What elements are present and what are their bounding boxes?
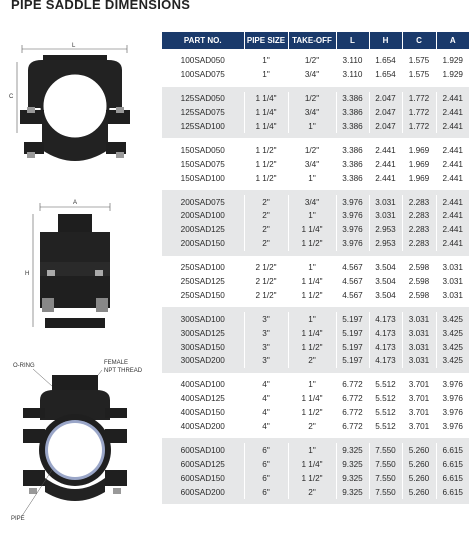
cell-h: 2.047	[369, 106, 402, 120]
cell-part-no: 150SAD050	[162, 143, 244, 157]
cell-a: 1.929	[436, 54, 469, 68]
cell-pipe-size: 2 1/2"	[244, 275, 288, 289]
cell-pipe-size: 2"	[244, 195, 288, 209]
spacer-cell	[162, 499, 469, 504]
cell-part-no: 400SAD200	[162, 420, 244, 434]
cell-l: 6.772	[336, 378, 369, 392]
cell-a: 6.615	[436, 485, 469, 499]
npt-thread-label: NPT THREAD	[104, 368, 143, 374]
cell-pipe-size: 4"	[244, 420, 288, 434]
table-row	[162, 157, 469, 171]
cell-pipe-size: 3"	[244, 326, 288, 340]
table-row	[162, 68, 469, 82]
cell-pipe-size: 6"	[244, 471, 288, 485]
cell-part-no: 150SAD075	[162, 157, 244, 171]
cell-part-no: 600SAD200	[162, 485, 244, 499]
table-row	[162, 209, 469, 223]
cell-take-off: 1"	[288, 209, 336, 223]
cell-a: 6.615	[436, 457, 469, 471]
cell-c: 3.031	[402, 354, 436, 368]
cell-pipe-size: 2 1/2"	[244, 288, 288, 302]
cell-h: 7.550	[369, 443, 402, 457]
cell-take-off: 1 1/4"	[288, 275, 336, 289]
cell-a: 3.976	[436, 406, 469, 420]
cell-a: 3.976	[436, 378, 469, 392]
cell-h: 7.550	[369, 457, 402, 471]
cell-a: 3.031	[436, 288, 469, 302]
cell-a: 2.441	[436, 106, 469, 120]
cell-c: 1.772	[402, 106, 436, 120]
cell-l: 9.325	[336, 443, 369, 457]
table-row	[162, 261, 469, 275]
cell-part-no: 100SAD075	[162, 68, 244, 82]
cell-pipe-size: 2"	[244, 223, 288, 237]
cell-pipe-size: 6"	[244, 443, 288, 457]
cell-take-off: 1/2"	[288, 92, 336, 106]
table-row	[162, 92, 469, 106]
table-row	[162, 171, 469, 185]
cell-pipe-size: 1 1/4"	[244, 106, 288, 120]
cell-l: 4.567	[336, 261, 369, 275]
cell-h: 4.173	[369, 326, 402, 340]
cell-l: 3.976	[336, 223, 369, 237]
cell-c: 5.260	[402, 485, 436, 499]
cell-pipe-size: 2 1/2"	[244, 261, 288, 275]
col-header-pipe-size: PIPE SIZE	[244, 32, 288, 49]
cell-part-no: 125SAD100	[162, 120, 244, 134]
cell-l: 6.772	[336, 420, 369, 434]
cell-c: 3.031	[402, 312, 436, 326]
cell-part-no: 125SAD050	[162, 92, 244, 106]
table-row	[162, 54, 469, 68]
cell-part-no: 150SAD100	[162, 171, 244, 185]
cell-pipe-size: 1"	[244, 68, 288, 82]
cell-h: 2.953	[369, 223, 402, 237]
cell-a: 3.976	[436, 392, 469, 406]
cell-take-off: 1 1/2"	[288, 471, 336, 485]
cell-a: 6.615	[436, 471, 469, 485]
cell-l: 4.567	[336, 275, 369, 289]
table-row	[162, 288, 469, 302]
cell-part-no: 600SAD125	[162, 457, 244, 471]
cell-part-no: 300SAD150	[162, 340, 244, 354]
cell-take-off: 1 1/4"	[288, 392, 336, 406]
cell-l: 3.110	[336, 54, 369, 68]
cell-l: 3.386	[336, 106, 369, 120]
col-header-part-no: PART NO.	[162, 32, 244, 49]
cell-part-no: 100SAD050	[162, 54, 244, 68]
cell-h: 2.441	[369, 143, 402, 157]
cell-l: 3.976	[336, 195, 369, 209]
cell-take-off: 1 1/4"	[288, 223, 336, 237]
cell-part-no: 300SAD125	[162, 326, 244, 340]
front-view-drawing	[9, 43, 130, 161]
cell-take-off: 3/4"	[288, 157, 336, 171]
cell-part-no: 200SAD100	[162, 209, 244, 223]
cell-h: 4.173	[369, 354, 402, 368]
cell-h: 2.047	[369, 120, 402, 134]
cell-h: 3.031	[369, 209, 402, 223]
cell-take-off: 1 1/2"	[288, 288, 336, 302]
cell-l: 3.976	[336, 209, 369, 223]
cell-take-off: 1"	[288, 312, 336, 326]
cell-c: 1.969	[402, 171, 436, 185]
cell-part-no: 250SAD150	[162, 288, 244, 302]
cell-c: 2.598	[402, 275, 436, 289]
cell-c: 2.283	[402, 223, 436, 237]
cell-c: 2.283	[402, 195, 436, 209]
cell-c: 2.598	[402, 261, 436, 275]
cell-take-off: 1"	[288, 261, 336, 275]
cell-c: 3.031	[402, 340, 436, 354]
cell-l: 5.197	[336, 354, 369, 368]
cell-l: 3.386	[336, 157, 369, 171]
cell-pipe-size: 6"	[244, 485, 288, 499]
cell-pipe-size: 3"	[244, 312, 288, 326]
cell-a: 3.976	[436, 420, 469, 434]
cell-c: 3.701	[402, 406, 436, 420]
table-row	[162, 237, 469, 251]
cell-h: 3.504	[369, 261, 402, 275]
cell-a: 2.441	[436, 223, 469, 237]
cell-part-no: 400SAD150	[162, 406, 244, 420]
table-row	[162, 312, 469, 326]
female-label: FEMALE	[104, 360, 129, 366]
cell-a: 2.441	[436, 195, 469, 209]
cell-c: 1.575	[402, 68, 436, 82]
cell-a: 2.441	[436, 157, 469, 171]
cell-l: 9.325	[336, 457, 369, 471]
cell-h: 7.550	[369, 485, 402, 499]
cell-a: 2.441	[436, 92, 469, 106]
table-row	[162, 485, 469, 499]
cell-l: 6.772	[336, 406, 369, 420]
table-row	[162, 406, 469, 420]
page-title: PIPE SADDLE DIMENSIONS	[11, 0, 191, 12]
cell-pipe-size: 1"	[244, 54, 288, 68]
saddle-drawings	[0, 20, 150, 541]
cell-a: 2.441	[436, 209, 469, 223]
cell-part-no: 250SAD125	[162, 275, 244, 289]
cell-l: 3.110	[336, 68, 369, 82]
cell-part-no: 400SAD100	[162, 378, 244, 392]
cell-c: 1.772	[402, 92, 436, 106]
cell-a: 3.425	[436, 354, 469, 368]
cell-a: 1.929	[436, 68, 469, 82]
cell-a: 3.425	[436, 326, 469, 340]
cell-pipe-size: 4"	[244, 378, 288, 392]
dim-h-label: H	[25, 271, 30, 277]
cell-h: 3.504	[369, 275, 402, 289]
cell-l: 3.386	[336, 92, 369, 106]
cell-c: 5.260	[402, 471, 436, 485]
cell-pipe-size: 3"	[244, 354, 288, 368]
cell-c: 1.575	[402, 54, 436, 68]
cell-l: 6.772	[336, 392, 369, 406]
cell-pipe-size: 1 1/4"	[244, 92, 288, 106]
cell-h: 5.512	[369, 406, 402, 420]
table-row	[162, 420, 469, 434]
cell-take-off: 3/4"	[288, 106, 336, 120]
cell-pipe-size: 4"	[244, 392, 288, 406]
cell-c: 3.701	[402, 378, 436, 392]
dim-l-label: L	[72, 43, 76, 49]
cell-take-off: 1"	[288, 378, 336, 392]
cell-take-off: 1"	[288, 171, 336, 185]
cell-a: 3.425	[436, 340, 469, 354]
cell-part-no: 200SAD150	[162, 237, 244, 251]
cell-c: 3.701	[402, 392, 436, 406]
cell-c: 5.260	[402, 443, 436, 457]
cell-take-off: 1/2"	[288, 143, 336, 157]
table-row	[162, 106, 469, 120]
cell-l: 3.386	[336, 120, 369, 134]
cell-c: 1.969	[402, 157, 436, 171]
cell-l: 5.197	[336, 326, 369, 340]
col-header-l: L	[336, 32, 369, 49]
cell-take-off: 1 1/4"	[288, 326, 336, 340]
table-header-row	[162, 32, 469, 49]
table-row	[162, 275, 469, 289]
cell-take-off: 1/2"	[288, 54, 336, 68]
cell-a: 3.031	[436, 275, 469, 289]
cell-take-off: 1"	[288, 120, 336, 134]
cell-take-off: 1 1/2"	[288, 406, 336, 420]
cell-h: 2.441	[369, 157, 402, 171]
cell-h: 1.654	[369, 68, 402, 82]
cell-h: 3.504	[369, 288, 402, 302]
cell-pipe-size: 4"	[244, 406, 288, 420]
dimensions-table	[162, 32, 469, 504]
col-header-h: H	[369, 32, 402, 49]
cell-l: 4.567	[336, 288, 369, 302]
cell-h: 7.550	[369, 471, 402, 485]
cell-take-off: 2"	[288, 420, 336, 434]
cell-h: 2.441	[369, 171, 402, 185]
cell-h: 2.047	[369, 92, 402, 106]
cell-part-no: 400SAD125	[162, 392, 244, 406]
cell-pipe-size: 1 1/4"	[244, 120, 288, 134]
cell-c: 3.031	[402, 326, 436, 340]
cell-c: 1.969	[402, 143, 436, 157]
side-view-drawing	[25, 200, 110, 328]
cell-part-no: 300SAD100	[162, 312, 244, 326]
cell-c: 5.260	[402, 457, 436, 471]
cell-pipe-size: 2"	[244, 209, 288, 223]
cell-take-off: 1 1/2"	[288, 237, 336, 251]
table-row	[162, 195, 469, 209]
cell-c: 2.283	[402, 237, 436, 251]
cell-part-no: 600SAD150	[162, 471, 244, 485]
cell-pipe-size: 6"	[244, 457, 288, 471]
cell-l: 9.325	[336, 471, 369, 485]
cell-l: 5.197	[336, 312, 369, 326]
section-view-drawing	[11, 360, 143, 522]
table-row	[162, 223, 469, 237]
cell-a: 2.441	[436, 171, 469, 185]
cell-take-off: 2"	[288, 485, 336, 499]
cell-h: 5.512	[369, 420, 402, 434]
cell-pipe-size: 1 1/2"	[244, 157, 288, 171]
dim-c-label: C	[9, 94, 14, 100]
cell-l: 9.325	[336, 485, 369, 499]
cell-h: 4.173	[369, 312, 402, 326]
cell-c: 1.772	[402, 120, 436, 134]
cell-part-no: 200SAD075	[162, 195, 244, 209]
table-body	[162, 49, 469, 504]
table-row	[162, 443, 469, 457]
cell-part-no: 200SAD125	[162, 223, 244, 237]
pipe-label: PIPE	[11, 516, 25, 522]
group-spacer	[162, 499, 469, 504]
cell-part-no: 250SAD100	[162, 261, 244, 275]
cell-h: 2.953	[369, 237, 402, 251]
table-row	[162, 457, 469, 471]
cell-a: 6.615	[436, 443, 469, 457]
table-row	[162, 354, 469, 368]
cell-part-no: 125SAD075	[162, 106, 244, 120]
cell-c: 3.701	[402, 420, 436, 434]
cell-c: 2.283	[402, 209, 436, 223]
table-row	[162, 326, 469, 340]
table-row	[162, 378, 469, 392]
cell-c: 2.598	[402, 288, 436, 302]
col-header-c: C	[402, 32, 436, 49]
cell-a: 3.425	[436, 312, 469, 326]
cell-h: 5.512	[369, 392, 402, 406]
cell-pipe-size: 1 1/2"	[244, 143, 288, 157]
cell-take-off: 3/4"	[288, 195, 336, 209]
cell-part-no: 600SAD100	[162, 443, 244, 457]
cell-l: 3.386	[336, 143, 369, 157]
cell-take-off: 2"	[288, 354, 336, 368]
col-header-a: A	[436, 32, 469, 49]
cell-take-off: 1 1/4"	[288, 457, 336, 471]
cell-a: 3.031	[436, 261, 469, 275]
cell-h: 4.173	[369, 340, 402, 354]
cell-a: 2.441	[436, 237, 469, 251]
cell-pipe-size: 3"	[244, 340, 288, 354]
cell-take-off: 3/4"	[288, 68, 336, 82]
col-header-take-off: TAKE-OFF	[288, 32, 336, 49]
cell-pipe-size: 1 1/2"	[244, 171, 288, 185]
cell-pipe-size: 2"	[244, 237, 288, 251]
table-row	[162, 143, 469, 157]
cell-take-off: 1"	[288, 443, 336, 457]
cell-take-off: 1 1/2"	[288, 340, 336, 354]
cell-a: 2.441	[436, 120, 469, 134]
cell-l: 3.386	[336, 171, 369, 185]
cell-h: 3.031	[369, 195, 402, 209]
cell-h: 5.512	[369, 378, 402, 392]
cell-l: 3.976	[336, 237, 369, 251]
cell-h: 1.654	[369, 54, 402, 68]
cell-l: 5.197	[336, 340, 369, 354]
table-row	[162, 471, 469, 485]
dim-a-label: A	[73, 200, 78, 206]
cell-a: 2.441	[436, 143, 469, 157]
oring-label: O-RING	[13, 363, 35, 369]
table-row	[162, 340, 469, 354]
table-row	[162, 392, 469, 406]
cell-part-no: 300SAD200	[162, 354, 244, 368]
table-row	[162, 120, 469, 134]
